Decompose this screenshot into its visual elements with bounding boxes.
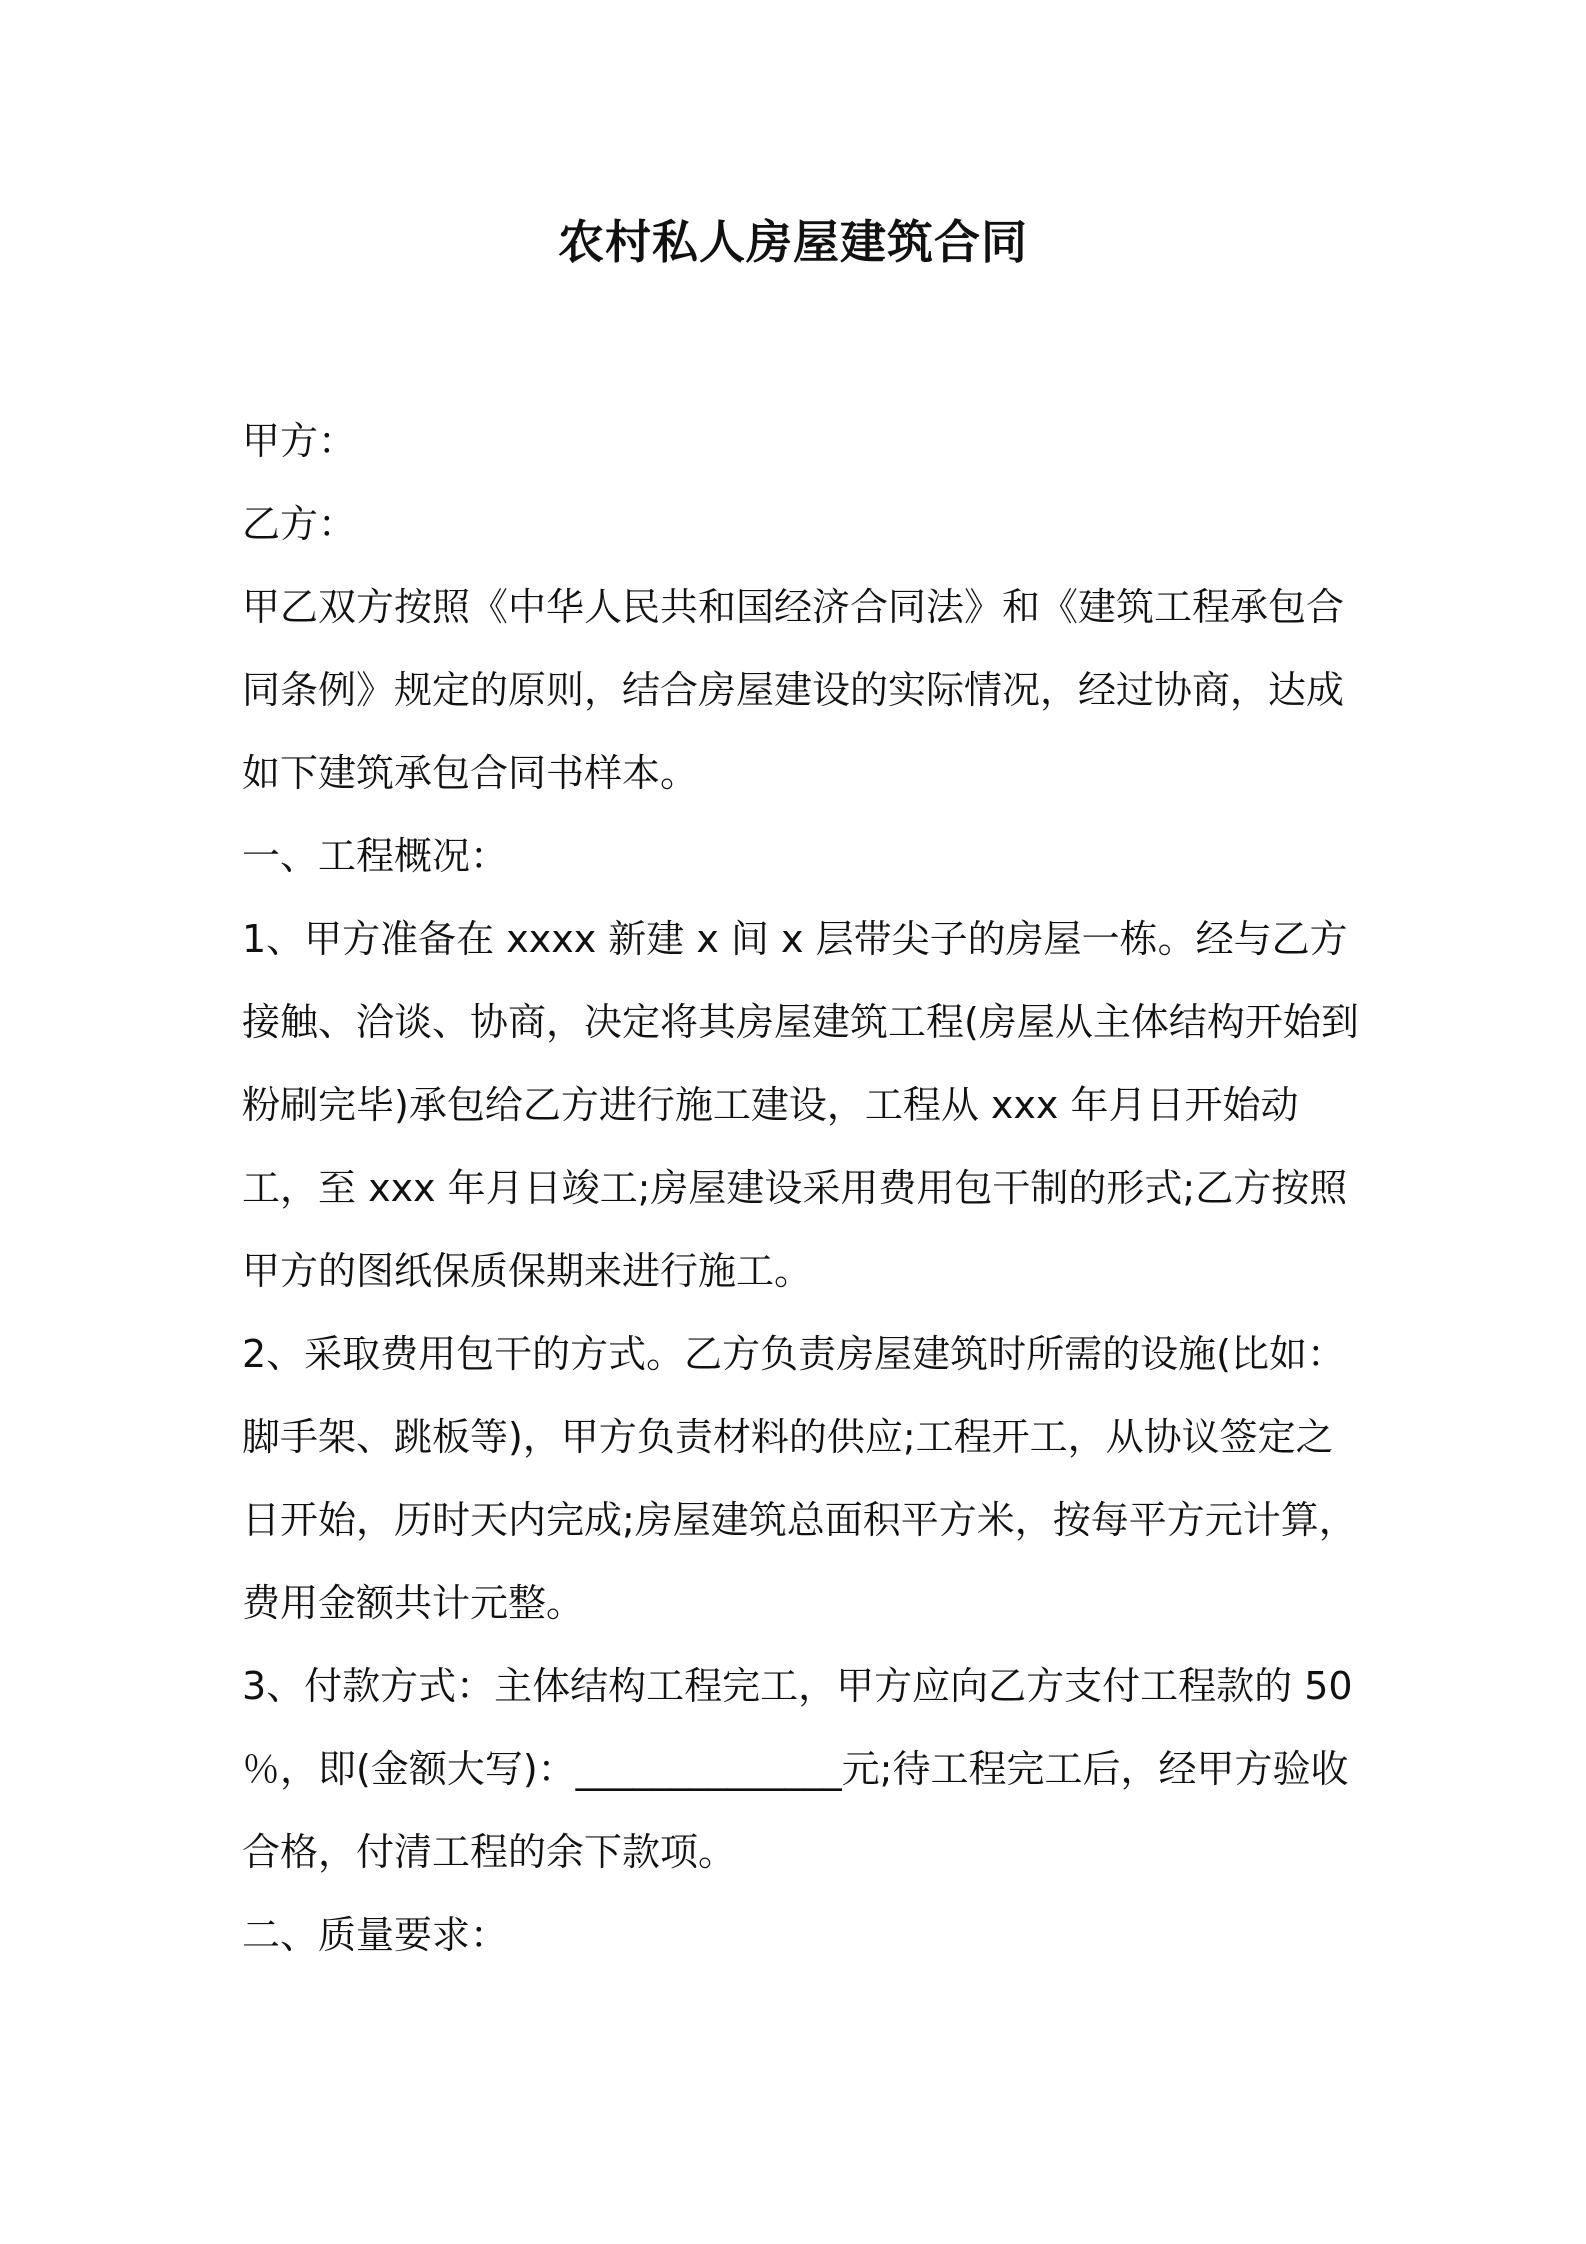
party-b-line: 乙方： <box>242 502 357 546</box>
clause-1: 1、甲方准备在 xxxx 新建 x 间 x 层带尖子的房屋一栋。经与乙方接触、洽谈、协商，决定将其房屋建筑工程(房屋从主体结构开始到粉刷完毕)承包给乙方进行施工建设，工程从 xxx 年月日开始动工，至 xxx 年月日竣工;房屋建设采用费用包干制的形式;乙方按照甲方的图纸保质保期来进行施工。 <box>242 917 1359 1293</box>
intro-paragraph: 甲乙双方按照《中华人民共和国经济合同法》和《建筑工程承包合同条例》规定的原则，结合房屋建设的实际情况，经过协商，达成如下建筑承包合同书样本。 <box>242 585 1345 795</box>
party-a-line: 甲方： <box>242 419 357 463</box>
clause-2: 2、采取费用包干的方式。乙方负责房屋建筑时所需的设施(比如：脚手架、跳板等)，甲方负责材料的供应;工程开工，从协议签定之日开始，历时天内完成;房屋建筑总面积平方米，按每平方元计算，费用金额共计元整。 <box>242 1332 1357 1625</box>
section-heading-quality-requirements: 二、质量要求： <box>242 1913 509 1957</box>
document-title: 农村私人房屋建筑合同 <box>558 215 1028 269</box>
document-body <box>242 400 1362 1977</box>
clause-3: 3、付款方式：主体结构工程完工，甲方应向乙方支付工程款的 50 ％，即(金额大写)：______________元;待工程完工后，经甲方验收合格，付清工程的余下款项。 <box>242 1664 1353 1874</box>
section-heading-project-overview: 一、工程概况： <box>242 834 509 878</box>
